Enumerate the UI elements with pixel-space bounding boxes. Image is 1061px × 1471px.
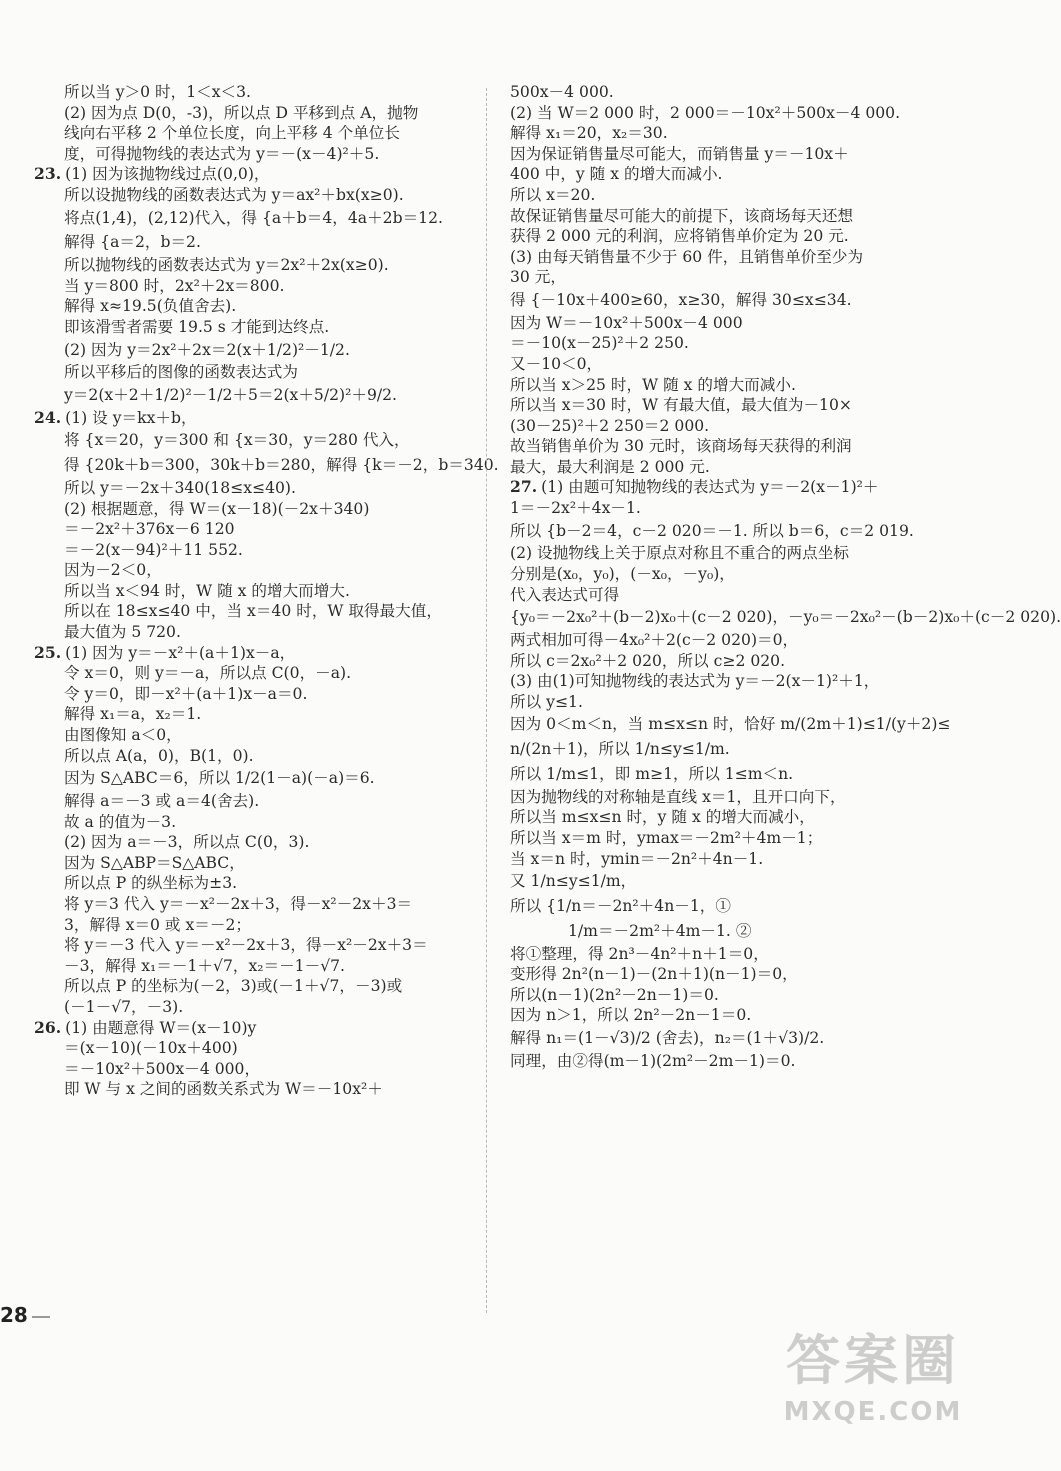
line-text: 度，可得抛物线的表达式为 y＝－(x－4)²＋5. (64, 144, 380, 163)
text-line (510, 247, 930, 268)
line-text: 400 中，y 随 x 的增大而减小. (510, 165, 723, 184)
text-line (510, 288, 930, 313)
line-text: (3) 由(1)可知抛物线的表达式为 y＝－2(x－1)²＋1， (510, 672, 880, 691)
text-line (34, 230, 464, 255)
line-text: 所以 y＝－2x＋340(18≤x≤40). (64, 478, 296, 497)
text-line (34, 478, 464, 499)
text-line (510, 354, 930, 375)
watermark-logo (758, 1325, 988, 1465)
text-line (510, 605, 1061, 630)
line-text: 代入表达式可得 (510, 585, 620, 604)
text-line (510, 103, 930, 124)
line-text: ＝(x－10)(－10x＋400) (64, 1039, 238, 1058)
text-line (510, 1051, 930, 1072)
line-text: 因为 0＜m＜n，当 m≤x≤n 时，恰好 m/(2m＋1)≤1/(y＋2)≤ (510, 715, 951, 734)
line-text: (2) 设抛物线上关于原点对称且不重合的两点坐标 (510, 544, 849, 563)
watermark-title: 答案圈 (786, 1329, 960, 1392)
line-text: 当 x＝n 时，ymin＝－2n²＋4n－1. (510, 849, 764, 868)
text-line (510, 651, 930, 672)
line-text: 所以 x＝20. (510, 185, 596, 204)
line-text: 故当销售单价为 30 元时，该商场每天获得的利润 (510, 437, 852, 456)
text-line (510, 395, 930, 416)
text-line (34, 581, 464, 602)
text-line (510, 436, 930, 457)
line-text: 获得 2 000 元的利润，应将销售单价定为 20 元. (510, 227, 849, 246)
line-text: 所以设抛物线的函数表达式为 y＝ax²＋bx(x≥0). (64, 185, 404, 204)
text-line (34, 317, 464, 338)
line-text: 因为－2＜0， (64, 561, 162, 580)
problem-number: 26. (34, 1017, 62, 1037)
line-text: 所以点 A(a，0)，B(1，0). (64, 746, 254, 765)
text-line (34, 499, 464, 520)
text-line (510, 671, 930, 692)
text-line (510, 1005, 930, 1026)
text-line (510, 185, 930, 206)
line-text: ＝－2x²＋376x－6 120 (64, 520, 235, 539)
line-text: 因为 S△ABP＝S△ABC， (64, 853, 245, 872)
line-text: 又 1/n≤y≤1/m， (510, 872, 637, 891)
line-text: 当 y＝800 时，2x²＋2x＝800. (64, 276, 285, 295)
text-line (34, 791, 464, 812)
text-line (34, 560, 464, 581)
line-text: 解得 {a＝2，b＝2. (64, 233, 201, 252)
text-line (34, 123, 464, 144)
line-text: ＝－2(x－94)²＋11 552. (64, 540, 243, 559)
text-line (34, 255, 464, 276)
text-line (510, 457, 930, 478)
line-text: 因为保证销售量尽可能大，而销售量 y＝－10x＋ (510, 144, 849, 163)
line-text: 由图像知 a＜0， (64, 726, 182, 745)
line-text: (30－25)²＋2 250＝2 000. (510, 416, 710, 435)
line-text: 解得 n₁＝(1－√3)/2 (舍去)，n₂＝(1＋√3)/2. (510, 1028, 825, 1047)
line-text: 故保证销售量尽可能大的前提下，该商场每天还想 (510, 206, 854, 225)
line-text: 所以抛物线的函数表达式为 y＝2x²＋2x(x≥0). (64, 256, 389, 275)
line-text: 将点(1,4)，(2,12)代入，得 {a＋b＝4，4a＋2b＝12. (64, 208, 443, 227)
page-number: 28 (0, 1303, 50, 1327)
text-line (34, 725, 464, 746)
text-line (510, 692, 930, 713)
line-text: 线向右平移 2 个单位长度，向上平移 4 个单位长 (64, 124, 400, 143)
text-line (34, 82, 464, 103)
line-text: 将①整理，得 2n³－4n²＋n＋1＝0， (510, 944, 769, 963)
column-divider (486, 88, 487, 1313)
text-line (510, 762, 930, 787)
line-text: y＝2(x＋2＋1/2)²－1/2＋5＝2(x＋5/2)²＋9/2. (64, 385, 398, 404)
text-line (34, 1018, 464, 1039)
line-text: 得 {－10x＋400≥60，x≥30，解得 30≤x≤34. (510, 290, 852, 309)
text-line (510, 869, 930, 894)
text-line (510, 477, 930, 498)
line-text: (2) 因为点 D(0，-3)，所以点 D 平移到点 A，抛物 (64, 103, 419, 122)
text-line (510, 944, 930, 965)
line-text: 因为 S△ABC＝6，所以 1/2(1－a)(－a)＝6. (64, 769, 375, 788)
text-line (510, 519, 930, 544)
text-line (510, 498, 930, 519)
text-line (510, 737, 930, 762)
line-text: 同理，由②得(m－1)(2m²－2m－1)＝0. (510, 1051, 796, 1070)
line-text: 解得 x₁＝a，x₂＝1. (64, 705, 202, 724)
text-line (34, 453, 499, 478)
text-line (34, 276, 464, 297)
text-line (510, 894, 930, 919)
line-text: (1) 设 y＝kx＋b， (65, 408, 197, 427)
line-text: 所以点 P 的坐标为(－2，3)或(－1＋√7，－3)或 (64, 977, 403, 996)
line-text: 最大值为 5 720. (64, 623, 181, 642)
text-line (510, 82, 930, 103)
line-text: (2) 因为 y＝2x²＋2x＝2(x＋1/2)²－1/2. (64, 340, 350, 359)
text-line (34, 164, 464, 185)
text-line (510, 164, 930, 185)
line-text: 500x－4 000. (510, 83, 614, 101)
line-text: 故 a 的值为－3. (64, 812, 177, 831)
line-text: (1) 因为该抛物线过点(0,0)， (65, 165, 270, 184)
text-line (510, 333, 930, 354)
text-line (510, 543, 930, 564)
line-text: 即该滑雪者需要 19.5 s 才能到达终点. (64, 317, 330, 336)
text-line (510, 964, 930, 985)
text-line (34, 746, 464, 767)
line-text: 最大，最大利润是 2 000 元. (510, 457, 710, 476)
text-line (510, 712, 951, 737)
text-line (34, 873, 464, 894)
line-text: 所以当 x＜94 时，W 随 x 的增大而增大. (64, 581, 350, 600)
text-line (34, 976, 464, 997)
text-line (34, 362, 464, 383)
text-line (34, 296, 464, 317)
line-text: 两式相加可得－4x₀²＋2(c－2 020)＝0， (510, 631, 799, 650)
text-line (34, 144, 464, 165)
line-text: 因为抛物线的对称轴是直线 x＝1，且开口向下， (510, 787, 846, 806)
problem-number: 25. (34, 642, 62, 662)
line-text: －3，解得 x₁＝－1＋√7，x₂＝－1－√7. (64, 956, 346, 975)
line-text: (－1－√7，－3). (64, 997, 184, 1016)
line-text: (1) 由题可知抛物线的表达式为 y＝－2(x－1)²＋ (541, 478, 879, 497)
line-text: 所以 {b－2＝4，c－2 020＝－1. 所以 b＝6，c＝2 019. (510, 521, 914, 540)
line-text: 解得 x₁＝20，x₂＝30. (510, 124, 668, 143)
text-line (34, 812, 464, 833)
line-text: (2) 根据题意，得 W＝(x－18)(－2x＋340) (64, 499, 370, 518)
text-line (510, 226, 930, 247)
line-text: 所以 c＝2x₀²＋2 020，所以 c≥2 020. (510, 651, 786, 670)
line-text: 所以平移后的图像的函数表达式为 (64, 363, 298, 382)
text-line (510, 375, 930, 396)
line-text: 将 y＝－3 代入 y＝－x²－2x＋3，得－x²－2x＋3＝ (64, 936, 428, 955)
text-line (34, 935, 464, 956)
text-line (34, 622, 464, 643)
text-line (34, 519, 464, 540)
line-text: 所以当 m≤x≤n 时，y 随 x 的增大而减小， (510, 808, 815, 827)
text-line (34, 338, 464, 363)
line-text: (2) 因为 a＝－3，所以点 C(0，3). (64, 833, 310, 852)
text-line (34, 956, 464, 977)
text-line (34, 853, 464, 874)
line-text: ＝－10x²＋500x－4 000， (64, 1059, 261, 1078)
line-text: 所以 1/m≤1，即 m≥1，所以 1≤m＜n. (510, 765, 794, 784)
line-text: 因为 W＝－10x²＋500x－4 000 (510, 313, 743, 332)
line-text: (1) 因为 y＝－x²＋(a＋1)x－a， (65, 643, 296, 662)
line-text: 所以当 x＝30 时，W 有最大值，最大值为－10× (510, 396, 852, 415)
line-text: 所以点 P 的纵坐标为±3. (64, 874, 238, 893)
text-line (34, 540, 464, 561)
text-line (34, 1059, 464, 1080)
line-text: 即 W 与 x 之间的函数关系式为 W＝－10x²＋ (64, 1080, 383, 1099)
line-text: 得 {20k＋b＝300，30k＋b＝280，解得 {k＝－2，b＝340. (64, 456, 499, 475)
text-line (34, 684, 464, 705)
line-text: 令 x＝0，则 y＝－a，所以点 C(0，－a). (64, 664, 352, 683)
line-text: 所以 y≤1. (510, 692, 583, 711)
text-line (510, 919, 930, 944)
text-line (510, 807, 930, 828)
text-line (34, 643, 464, 664)
left-column (34, 82, 499, 1100)
text-line (510, 206, 930, 227)
text-line (510, 144, 930, 165)
line-text: 分别是(x₀，y₀)，(－x₀，－y₀)， (510, 565, 735, 584)
line-text: 解得 a＝－3 或 a＝4(舍去). (64, 792, 260, 811)
line-text: 所以 {1/n＝－2n²＋4n－1，① (510, 896, 731, 915)
line-text: (3) 由每天销售量不少于 60 件，且销售单价至少为 (510, 247, 864, 266)
line-text: 所以当 y＞0 时，1＜x＜3. (64, 83, 251, 101)
text-line (34, 428, 464, 453)
line-text: 变形得 2n²(n－1)－(2n＋1)(n－1)＝0， (510, 965, 798, 984)
text-line (510, 313, 930, 334)
line-text: n/(2n＋1)，所以 1/n≤y≤1/m. (510, 740, 730, 759)
line-text: 1/m＝－2m²＋4m－1. ② (568, 921, 752, 940)
text-line (34, 206, 464, 231)
text-line (34, 601, 464, 622)
line-text: {y₀＝－2x₀²＋(b－2)x₀＋(c－2 020)，－y₀＝－2x₀²－(b－2)x₀＋(c－2 020). (510, 608, 1061, 627)
text-line (34, 832, 464, 853)
line-text: (1) 由题意得 W＝(x－10)y (65, 1018, 257, 1037)
text-line (510, 828, 930, 849)
text-line (34, 663, 464, 684)
line-text: 所以当 x＝m 时，ymax＝－2m²＋4m－1； (510, 829, 823, 847)
text-line (34, 1079, 464, 1100)
text-line (510, 849, 930, 870)
text-line (510, 630, 930, 651)
line-text: 所以当 x＞25 时，W 随 x 的增大而减小. (510, 375, 796, 394)
text-line (34, 997, 464, 1018)
text-line (34, 103, 464, 124)
text-line (510, 123, 930, 144)
right-column (510, 82, 1061, 1071)
line-text: 30 元， (510, 268, 566, 287)
line-text: 1＝－2x²＋4x－1. (510, 499, 641, 518)
text-line (34, 915, 464, 936)
text-line (510, 585, 930, 606)
text-line (510, 267, 930, 288)
line-text: 所以(n－1)(2n²－2n－1)＝0. (510, 985, 719, 1004)
text-line (510, 416, 930, 437)
text-line (34, 185, 464, 206)
line-text: ＝－10(x－25)²＋2 250. (510, 334, 689, 353)
text-line (510, 1026, 930, 1051)
text-line (34, 1038, 464, 1059)
line-text: 又－10＜0， (510, 354, 603, 373)
text-line (34, 383, 464, 408)
line-text: 所以在 18≤x≤40 中，当 x＝40 时，W 取得最大值， (64, 602, 442, 621)
watermark-url: MXQE.COM (783, 1397, 963, 1427)
line-text: 解得 x≈19.5(负值舍去). (64, 297, 237, 316)
text-line (510, 985, 930, 1006)
line-text: 将 {x＝20，y＝300 和 {x＝30，y＝280 代入， (64, 431, 410, 450)
line-text: 3，解得 x＝0 或 x＝－2； (64, 915, 251, 934)
line-text: (2) 当 W＝2 000 时，2 000＝－10x²＋500x－4 000. (510, 103, 901, 122)
text-line (34, 894, 464, 915)
line-text: 将 y＝3 代入 y＝－x²－2x＋3，得－x²－2x＋3＝ (64, 894, 413, 913)
text-line (34, 408, 464, 429)
problem-number: 27. (510, 477, 538, 497)
line-text: 令 y＝0，即－x²＋(a＋1)x－a＝0. (64, 684, 308, 703)
problem-number: 23. (34, 164, 62, 184)
text-line (510, 787, 930, 808)
problem-number: 24. (34, 407, 62, 427)
text-line (34, 704, 464, 725)
text-line (34, 766, 464, 791)
text-line (510, 564, 930, 585)
line-text: 因为 n＞1，所以 2n²－2n－1＝0. (510, 1006, 752, 1025)
